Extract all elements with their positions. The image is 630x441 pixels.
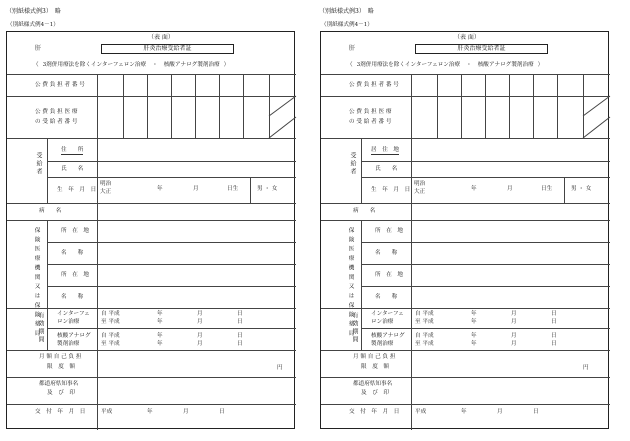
recipient-group-label-right: 受給者 bbox=[349, 152, 356, 176]
location-label-2: 所 在 地 bbox=[61, 272, 89, 278]
institution-group-label: 保 険 医 療 機 関 又 は 保 険 薬 局 bbox=[33, 227, 40, 337]
disease-label-right: 病 名 bbox=[353, 208, 376, 214]
form-frame: （別紙様式例4－1） （表 面） 肝 肝炎治療受給者証 （ 3剤併用療法を除くインターフェロン治療 ・ 核酸アナログ製剤治療 ） 公 費 負 担 者 番 号 公 費 負 担 医 療 の 受 給 者 番 号 受給者 住 所 氏 名 生 年 月 日 明治 大正 年 月 日生 男 ・ 女 病 名 保 険 医 療 機 関 又 は 保 険 薬 局 所 在 地 名 称 所 在 地 名 称 有効期間 インターフェ ロン治療 核酸アナログ 製剤治療 自 平成 至 平成 自 平成 至 平成 年 年 年 年 月 月 月 月 日 日 日 日 月 額 自 己 負 担 限 度 額 円 都道府県知事名 及 び 印 交 付 年 月 日 平成 年 月 日 bbox=[6, 31, 295, 429]
side-label-right: （表 面） bbox=[454, 34, 480, 41]
header-mark-right: 肝 bbox=[349, 45, 356, 52]
recipient-group-label: 受給者 bbox=[35, 152, 42, 176]
form-frame-right: （別紙様式例4－1） （表 面） 肝 肝炎治療受給者証 （ 3剤併用療法を除くインターフェロン治療 ・ 核酸アナログ製剤治療 ） 公 費 負 担 者 番 号 公 費 負 担 医 療 の 受 給 者 番 号 受給者 居 住 地 氏 名 生 年 月 日 明治 大正 年 月 日生 男 ・ 女 病 名 保 険 医 療 機 関 又 は 保 険 薬 局 所 在 地 名 称 所 在 地 名 称 有効期間 インターフェ ロン治療 核酸アナログ 製剤治療 自 平成 至 平成 自 平成 至 平成 年 年 年 年 月 月 月 月 日 日 日 日 月 額 自 己 負 担 限 度 額 円 都道府県知事名 及 び 印 交 付 年 月 日 平成 年 月 日 bbox=[320, 31, 609, 429]
name-label: 氏 名 bbox=[61, 166, 84, 172]
payer-number-label-right: 公 費 負 担 者 番 号 bbox=[349, 82, 399, 88]
diagonal-strike-right bbox=[583, 96, 610, 138]
form-title-right: 肝炎治療受給者証 bbox=[415, 44, 548, 54]
sex-choice: 男 ・ 女 bbox=[257, 186, 278, 192]
period-group-label-right: 有効期間 bbox=[351, 312, 358, 344]
provider-number-label-1-right: 公 費 負 担 医 療 bbox=[349, 109, 392, 115]
sex-choice-right: 男 ・ 女 bbox=[571, 186, 592, 192]
period-group-label: 有効期間 bbox=[37, 312, 44, 344]
copay-label-2: 限 度 額 bbox=[47, 364, 75, 370]
page-caption: （別紙様式例3） 略 bbox=[6, 8, 61, 15]
birthdate-label-right: 生 年 月 日 bbox=[371, 187, 411, 193]
diagonal-strike bbox=[269, 96, 296, 138]
payer-number-label: 公 費 負 担 者 番 号 bbox=[35, 82, 85, 88]
governor-label-1: 都道府県知事名 bbox=[39, 381, 79, 387]
provider-number-label-2: の 受 給 者 番 号 bbox=[35, 119, 78, 125]
location-label-1: 所 在 地 bbox=[61, 228, 89, 234]
copay-label-1: 月 額 自 己 負 担 bbox=[39, 354, 82, 360]
form-code-right: （別紙様式例4－1） bbox=[321, 22, 373, 28]
provider-number-label-1: 公 費 負 担 医 療 bbox=[35, 109, 78, 115]
address-label: 住 所 bbox=[61, 147, 84, 153]
subtitle: （ 3剤併用療法を除くインターフェロン治療 ・ 核酸アナログ製剤治療 ） bbox=[33, 62, 230, 68]
form-title: 肝炎治療受給者証 bbox=[101, 44, 234, 54]
issue-date-label: 交 付 年 月 日 bbox=[35, 409, 86, 415]
residence-label: 居 住 地 bbox=[371, 147, 399, 153]
name-label-right: 氏 名 bbox=[375, 166, 398, 172]
governor-label-2: 及 び 印 bbox=[47, 390, 75, 396]
header-mark: 肝 bbox=[35, 45, 42, 52]
page-caption-right: （別紙様式例3） 略 bbox=[319, 8, 374, 15]
birthdate-label: 生 年 月 日 bbox=[57, 187, 97, 193]
inst-name-label-1: 名 称 bbox=[61, 250, 84, 256]
disease-label: 病 名 bbox=[39, 208, 62, 214]
side-label: （表 面） bbox=[148, 34, 174, 41]
provider-number-label-2-right: の 受 給 者 番 号 bbox=[349, 119, 392, 125]
yen-unit: 円 bbox=[277, 365, 283, 371]
institution-group-label-right: 保 険 医 療 機 関 又 は 保 険 薬 局 bbox=[347, 227, 354, 337]
subtitle-right: （ 3剤併用療法を除くインターフェロン治療 ・ 核酸アナログ製剤治療 ） bbox=[347, 62, 544, 68]
inst-name-label-2: 名 称 bbox=[61, 294, 84, 300]
yen-unit-right: 円 bbox=[583, 365, 589, 371]
form-code: （別紙様式例4－1） bbox=[7, 22, 59, 28]
